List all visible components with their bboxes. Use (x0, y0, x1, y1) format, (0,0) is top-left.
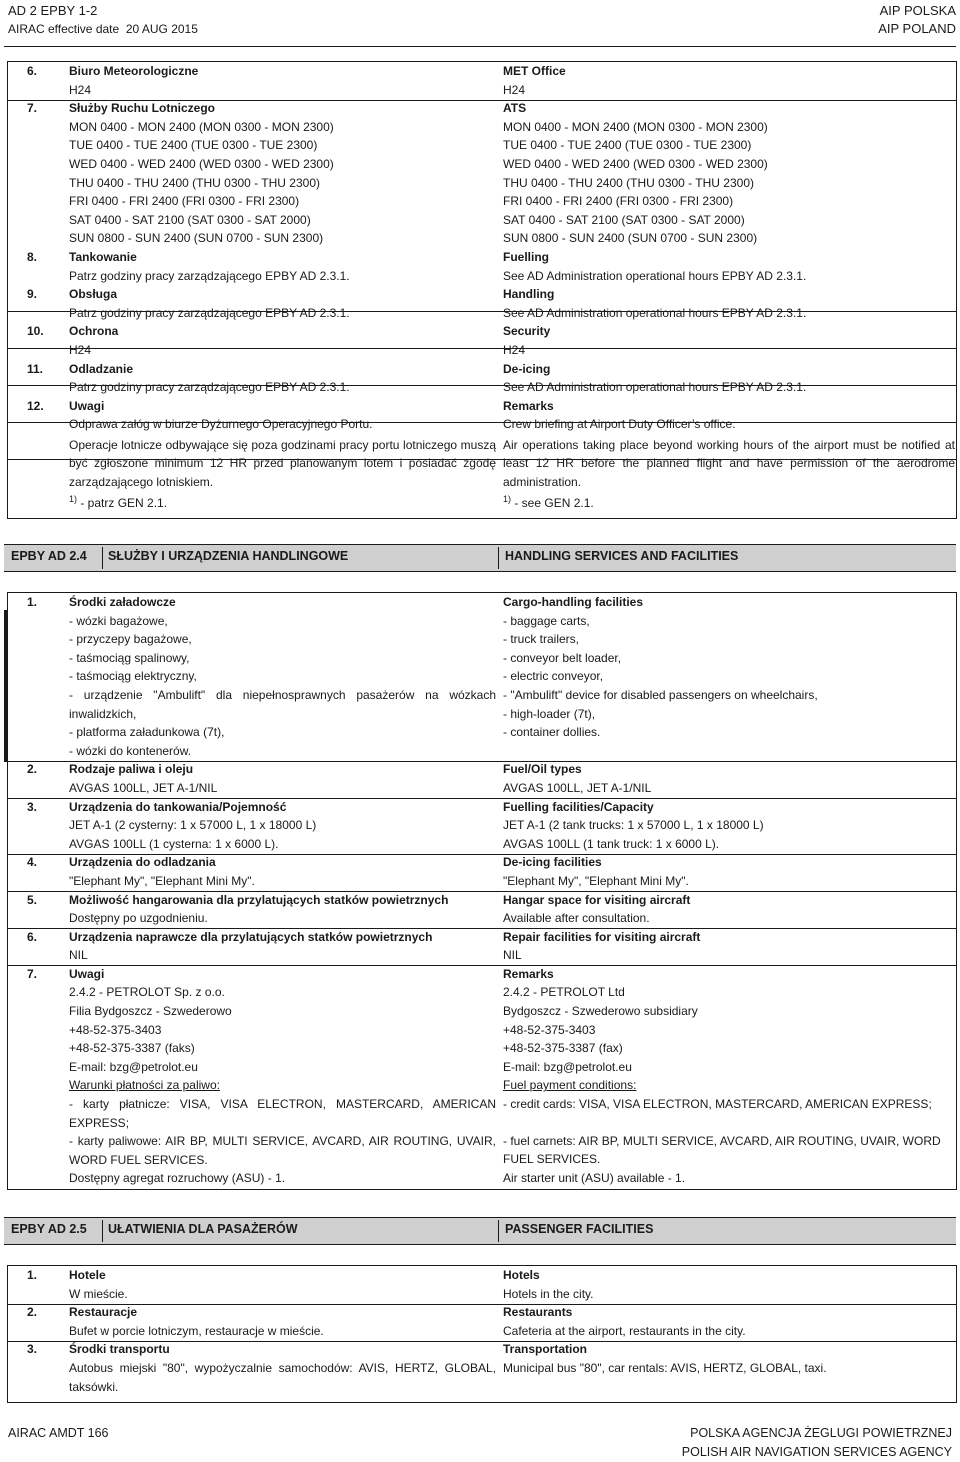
row-separator (8, 459, 956, 460)
item-line: Hotels in the city. (503, 1286, 594, 1301)
item-number: 3. (27, 799, 38, 814)
item-title: Restaurants (503, 1305, 573, 1320)
row-separator (8, 311, 956, 312)
item-line: H24 (503, 342, 526, 357)
item-title: Hangar space for visiting aircraft (503, 892, 691, 907)
item-line: JET A-1 (2 cysterny: 1 x 57000 L, 1 x 18000 L) (69, 818, 317, 833)
item-8 (8, 248, 496, 285)
item-title: Cargo-handling facilities (503, 595, 644, 609)
item-9 (8, 285, 496, 322)
item-title: Ochrona (69, 324, 119, 339)
page-header-right (878, 2, 956, 38)
item-line: +48-52-375-3403 (69, 1022, 162, 1037)
item-number: 1. (27, 595, 38, 609)
item-1-en (503, 593, 955, 760)
item-line: Available after consultation. (503, 911, 650, 926)
item-line: THU 0400 - THU 2400 (THU 0300 - THU 2300) (503, 175, 754, 190)
item-paragraph: - urządzenie "Ambulift" dla niepełnosprawnych pasażerów na wózkach inwalidzkich, (69, 687, 496, 721)
org-name-pl: POLSKA AGENCJA ŻEGLUGI POWIETRZNEJ (690, 1426, 952, 1440)
item-line: SAT 0400 - SAT 2100 (SAT 0300 - SAT 2000) (69, 212, 311, 227)
item-line: +48-52-375-3403 (503, 1022, 596, 1037)
payment-heading: Warunki płatności za paliwo: (69, 1078, 220, 1093)
item-8-en (503, 248, 955, 285)
item-title: Remarks (503, 398, 554, 413)
spacer (503, 742, 955, 761)
item-line: AVGAS 100LL (1 cysterna: 1 x 6000 L). (69, 836, 279, 851)
item-1 (8, 1266, 496, 1303)
item-1-en (503, 1266, 955, 1303)
item-line: WED 0400 - WED 2400 (WED 0300 - WED 2300) (503, 156, 768, 171)
item-title: Hotele (69, 1268, 106, 1282)
item-line: +48-52-375-3387 (faks) (69, 1041, 195, 1056)
row-separator (8, 854, 956, 855)
doc-title-pl: AIP POLSKA (879, 3, 956, 18)
doc-reference: AD 2 EPBY 1-2 (8, 3, 98, 18)
item-7-en (503, 965, 955, 1188)
item-line: H24 (503, 82, 526, 97)
airac-effective (8, 20, 198, 38)
item-title: Urządzenia do odladzania (69, 855, 216, 870)
item-6 (8, 928, 496, 965)
item-line: Cafeteria at the airport, restaurants in the city. (503, 1323, 746, 1338)
note-superscript: 1) (503, 493, 512, 504)
item-line: - truck trailers, (503, 632, 580, 647)
header-rule (4, 46, 956, 47)
item-title: Transportation (503, 1342, 588, 1357)
item-line: - platforma załadunkowa (7t), (69, 725, 225, 740)
row-separator (8, 422, 956, 423)
item-line: - container dollies. (503, 725, 601, 740)
item-note (503, 494, 955, 513)
footer-organization (682, 1424, 952, 1462)
item-paragraph: - fuel carnets: AIR BP, MULTI SERVICE, AVCARD, AIR ROUTING, UVAIR, WORD FUEL SERVICES. (503, 1133, 941, 1167)
item-number: 4. (27, 855, 38, 870)
header-divider (102, 547, 103, 569)
item-line: - taśmociąg elektryczny, (69, 669, 197, 684)
item-number: 2. (27, 762, 38, 777)
column-english (503, 62, 955, 512)
item-line: Crew briefing at Airport Duty Officer’s office. (503, 417, 736, 432)
item-paragraph: Operacje lotnicze odbywające się poza godzinami pracy portu lotniczego muszą być zgłoszone minimum 12 HR przed planowanym lotem i posiadać zgodę zarządzającego lotniskiem. (69, 437, 496, 490)
item-title: MET Office (503, 64, 566, 78)
item-line: Patrz godziny pracy zarządzającego EPBY AD 2.3.1. (69, 380, 350, 395)
item-3 (8, 1340, 496, 1396)
item-title: Uwagi (69, 966, 105, 981)
item-title: Restauracje (69, 1305, 138, 1320)
item-12 (8, 397, 496, 513)
section-title-en: PASSENGER FACILITIES (505, 1222, 654, 1236)
item-title: Odladzanie (69, 361, 134, 376)
item-line: Air starter unit (ASU) available - 1. (503, 1170, 686, 1185)
item-number: 6. (27, 929, 38, 944)
item-line: JET A-1 (2 tank trucks: 1 x 57000 L, 1 x 18000 L) (503, 818, 764, 833)
item-line: FRI 0400 - FRI 2400 (FRI 0300 - FRI 2300) (69, 194, 300, 209)
item-line: - high-loader (7t), (503, 706, 596, 721)
section-header-ad-2-4 (4, 544, 956, 572)
item-paragraph: - karty paliwowe: AIR BP, MULTI SERVICE, AVCARD, AIR ROUTING, UVAIR, WORD FUEL SERVICES. (69, 1134, 496, 1167)
row-separator (8, 348, 956, 349)
item-number: 6. (27, 64, 38, 78)
item-1 (8, 593, 496, 760)
item-line: Filia Bydgoszcz - Szwederowo (69, 1004, 232, 1019)
note-superscript: 1) (69, 493, 78, 504)
item-title: Środki załadowcze (69, 595, 176, 609)
row-separator (8, 761, 956, 762)
item-line: See AD Administration operational hours EPBY AD 2.3.1. (503, 380, 807, 395)
item-number: 8. (27, 249, 38, 264)
item-line: Dostępny agregat rozruchowy (ASU) - 1. (69, 1171, 286, 1186)
item-9-en (503, 285, 955, 322)
note-text: - see GEN 2.1. (511, 495, 594, 510)
row-separator (8, 798, 956, 799)
item-title: Urządzenia naprawcze dla przylatujących statków powietrznych (69, 929, 433, 944)
item-line: Bydgoszcz - Szwederowo subsidiary (503, 1004, 698, 1019)
airac-label: AIRAC effective date (8, 22, 120, 36)
header-divider (102, 1220, 103, 1242)
item-line: SAT 0400 - SAT 2100 (SAT 0300 - SAT 2000) (503, 212, 745, 227)
item-line: - electric conveyor, (503, 669, 604, 684)
item-title: Możliwość hangarowania dla przylatujących statków powietrznych (69, 892, 449, 907)
item-number: 7. (27, 966, 38, 981)
item-line: MON 0400 - MON 2400 (MON 0300 - MON 2300) (503, 119, 768, 134)
item-12-en (503, 397, 955, 513)
item-line: H24 (69, 82, 92, 97)
item-10-en (503, 322, 955, 359)
payment-heading: Fuel payment conditions: (503, 1078, 637, 1093)
row-separator (8, 385, 956, 386)
item-title: ATS (503, 101, 527, 116)
row-separator (8, 100, 956, 101)
section-header-ad-2-5 (4, 1217, 956, 1245)
item-11-en (503, 360, 955, 397)
item-line: Patrz godziny pracy zarządzającego EPBY AD 2.3.1. (69, 305, 350, 320)
item-title: Handling (503, 287, 555, 302)
item-number: 10. (27, 324, 44, 339)
item-line: - "Ambulift" device for disabled passengers on wheelchairs, (503, 687, 818, 702)
item-line: W mieście. (69, 1286, 128, 1301)
item-line: 2.4.2 - PETROLOT Sp. z o.o. (69, 985, 225, 1000)
item-7 (8, 99, 496, 248)
item-7 (8, 965, 496, 1188)
item-line: "Elephant My", "Elephant Mini My". (503, 873, 689, 888)
item-line: +48-52-375-3387 (fax) (503, 1041, 623, 1056)
doc-title-en: AIP POLAND (878, 21, 956, 36)
item-paragraph: Autobus miejski "80", wypożyczalnie samochodów: AVIS, HERTZ, GLOBAL, taksówki. (69, 1360, 496, 1394)
item-title: Hotels (503, 1268, 540, 1282)
item-7-en (503, 99, 955, 248)
item-title: Biuro Meteorologiczne (69, 64, 199, 78)
item-title: Fuelling facilities/Capacity (503, 799, 654, 814)
item-3 (8, 798, 496, 854)
item-title: Tankowanie (69, 249, 137, 264)
page-header-left (8, 2, 198, 38)
item-line: WED 0400 - WED 2400 (WED 0300 - WED 2300) (69, 156, 334, 171)
item-line: - przyczepy bagażowe, (69, 632, 192, 647)
item-title: Security (503, 324, 551, 339)
item-number: 12. (27, 398, 44, 413)
item-title: Rodzaje paliwa i oleju (69, 762, 194, 777)
item-4 (8, 853, 496, 890)
org-name-en: POLISH AIR NAVIGATION SERVICES AGENCY (681, 1445, 952, 1459)
item-number: 11. (27, 361, 44, 376)
row-separator (8, 1341, 956, 1342)
header-divider (498, 1220, 499, 1242)
item-line: AVGAS 100LL, JET A-1/NIL (503, 780, 652, 795)
item-11 (8, 360, 496, 397)
section-operational-hours (7, 61, 957, 519)
section-title-pl: SŁUŻBY I URZĄDZENIA HANDLINGOWE (108, 549, 349, 563)
item-line: Dostępny po uzgodnieniu. (69, 911, 208, 926)
item-line: SUN 0800 - SUN 2400 (SUN 0700 - SUN 2300) (503, 231, 758, 246)
item-title: Fuel/Oil types (503, 762, 582, 777)
item-3-en (503, 798, 955, 854)
item-title: Służby Ruchu Lotniczego (69, 101, 215, 116)
item-number: 2. (27, 1305, 38, 1320)
item-line: 2.4.2 - PETROLOT Ltd (503, 985, 625, 1000)
item-line: SUN 0800 - SUN 2400 (SUN 0700 - SUN 2300) (69, 231, 324, 246)
item-line: AVGAS 100LL, JET A-1/NIL (69, 780, 218, 795)
item-line: AVGAS 100LL (1 tank truck: 1 x 6000 L). (503, 836, 720, 851)
footer-amendment: AIRAC AMDT 166 (8, 1426, 109, 1440)
item-line: NIL (503, 948, 522, 963)
item-line: - conveyor belt loader, (503, 650, 622, 665)
section-handling-services (7, 592, 957, 1190)
item-5 (8, 891, 496, 928)
item-number: 7. (27, 101, 38, 116)
item-line: NIL (69, 948, 88, 963)
item-paragraph: - credit cards: VISA, VISA ELECTRON, MASTERCARD, AMERICAN EXPRESS; (503, 1097, 932, 1112)
item-6-en (503, 62, 955, 99)
item-title: De-icing (503, 361, 551, 376)
item-line: TUE 0400 - TUE 2400 (TUE 0300 - TUE 2300) (69, 138, 318, 153)
item-10 (8, 322, 496, 359)
item-6 (8, 62, 496, 99)
item-line: Municipal bus "80", car rentals: AVIS, HERTZ, GLOBAL, taxi. (503, 1360, 827, 1375)
item-title: De-icing facilities (503, 855, 602, 870)
row-separator (8, 965, 956, 966)
row-separator (8, 928, 956, 929)
item-line: H24 (69, 342, 92, 357)
item-title: Obsługa (69, 287, 118, 302)
section-code: EPBY AD 2.5 (11, 1222, 87, 1236)
item-number: 3. (27, 1342, 38, 1357)
item-line: Odprawa załóg w biurze Dyżurnego Operacyjnego Portu. (69, 417, 373, 432)
item-paragraph: - karty płatnicze: VISA, VISA ELECTRON, MASTERCARD, AMERICAN EXPRESS; (69, 1097, 496, 1130)
column-english (503, 1266, 955, 1378)
item-number: 5. (27, 892, 38, 907)
item-line: FRI 0400 - FRI 2400 (FRI 0300 - FRI 2300) (503, 194, 734, 209)
item-2 (8, 760, 496, 797)
row-separator (8, 891, 956, 892)
header-divider (498, 547, 499, 569)
item-title: Uwagi (69, 398, 105, 413)
item-3-en (503, 1340, 955, 1377)
section-passenger-facilities (7, 1265, 957, 1403)
item-line: Patrz godziny pracy zarządzającego EPBY AD 2.3.1. (69, 268, 350, 283)
item-5-en (503, 891, 955, 928)
item-line: - wózki do kontenerów. (69, 743, 192, 758)
item-line: See AD Administration operational hours EPBY AD 2.3.1. (503, 268, 807, 283)
item-line: Bufet w porcie lotniczym, restauracje w mieście. (69, 1323, 324, 1338)
airac-date: 20 AUG 2015 (125, 22, 198, 36)
item-paragraph: Air operations taking place beyond working hours of the airport must be notified at least 12 HR before the planned flight and have permission of the aerodrome administration. (503, 437, 955, 490)
item-title: Repair facilities for visiting aircraft (503, 929, 701, 944)
column-polish (8, 1266, 496, 1396)
note-text: - patrz GEN 2.1. (77, 495, 168, 510)
item-line: MON 0400 - MON 2400 (MON 0300 - MON 2300) (69, 119, 334, 134)
column-polish (8, 62, 496, 512)
item-note (69, 494, 496, 513)
item-title: Fuelling (503, 249, 549, 264)
item-6-en (503, 928, 955, 965)
item-2 (8, 1303, 496, 1340)
item-line: THU 0400 - THU 2400 (THU 0300 - THU 2300) (69, 175, 320, 190)
item-title: Remarks (503, 966, 554, 981)
item-line: - baggage carts, (503, 613, 590, 628)
section-title-pl: UŁATWIENIA DLA PASAŻERÓW (108, 1222, 298, 1236)
item-2-en (503, 760, 955, 797)
item-line: "Elephant My", "Elephant Mini My". (69, 873, 255, 888)
item-number: 1. (27, 1268, 38, 1282)
item-line: - taśmociąg spalinowy, (69, 650, 190, 665)
item-title: Środki transportu (69, 1342, 170, 1357)
item-number: 9. (27, 287, 38, 302)
item-line: - wózki bagażowe, (69, 613, 168, 628)
section-title-en: HANDLING SERVICES AND FACILITIES (505, 549, 739, 563)
item-line: See AD Administration operational hours EPBY AD 2.3.1. (503, 305, 807, 320)
item-2-en (503, 1303, 955, 1340)
item-line: E-mail: bzg@petrolot.eu (503, 1059, 632, 1074)
item-line: E-mail: bzg@petrolot.eu (69, 1059, 198, 1074)
item-title: Urządzenia do tankowania/Pojemność (69, 799, 287, 814)
row-separator (8, 1304, 956, 1305)
item-4-en (503, 853, 955, 890)
section-code: EPBY AD 2.4 (11, 549, 87, 563)
item-line: TUE 0400 - TUE 2400 (TUE 0300 - TUE 2300) (503, 138, 752, 153)
